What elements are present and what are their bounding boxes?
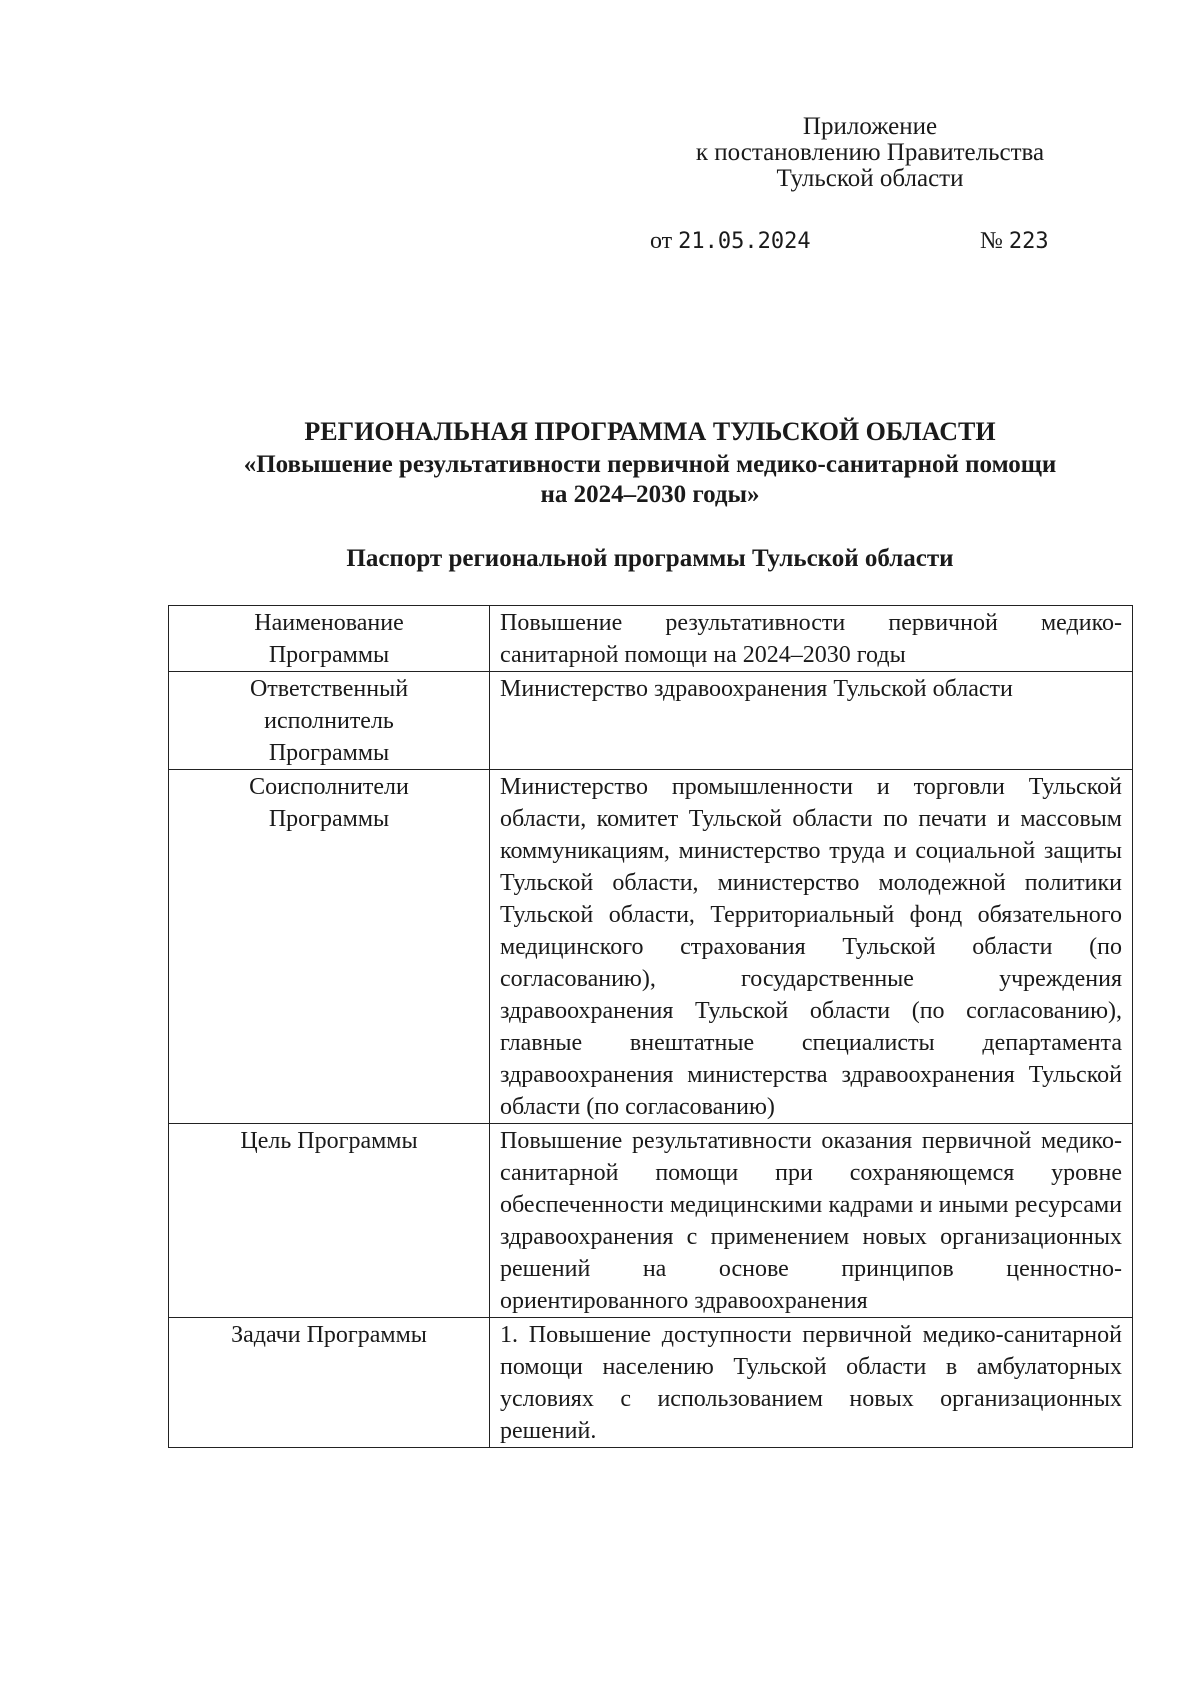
row-value: 1. Повышение доступности первичной медико-санитарной помощи населению Тульской области в амбулаторных условиях с использованием новых организационных решений. (490, 1318, 1133, 1448)
title-line-1: РЕГИОНАЛЬНАЯ ПРОГРАММА ТУЛЬСКОЙ ОБЛАСТИ (304, 417, 996, 446)
row-value: Министерство здравоохранения Тульской области (490, 672, 1133, 770)
date-prefix: от (650, 228, 673, 254)
annex-line-3: Тульской области (776, 165, 964, 192)
row-label: Наименование Программы (169, 606, 490, 672)
number-value: 223 (1008, 229, 1049, 254)
row-value: Повышение результативности первичной медико-санитарной помощи на 2024–2030 годы (490, 606, 1133, 672)
table-row (169, 606, 1133, 672)
row-label: Задачи Программы (169, 1318, 490, 1448)
table-row (169, 770, 1133, 1124)
row-label: Цель Программы (169, 1124, 490, 1318)
table-row (169, 1318, 1133, 1448)
row-value: Повышение результативности оказания первичной медико-санитарной помощи при сохраняющемся уровне обеспеченности медицинскими кадрами и иными ресурсами здравоохранения с применением новых организационных решений на основе принципов ценностно-ориентированного здравоохранения (490, 1124, 1133, 1318)
annex-line-2: к постановлению Правительства (695, 139, 1045, 166)
registration-date (650, 228, 811, 255)
date-value: 21.05.2024 (678, 229, 811, 254)
title-line-3: на 2024–2030 годы» (540, 481, 760, 508)
row-label: Ответственный исполнитель Программы (169, 672, 490, 770)
annex-block (660, 114, 1080, 192)
registration-number (980, 228, 1049, 255)
table-row (169, 1124, 1133, 1318)
row-label: Соисполнители Программы (169, 770, 490, 1124)
title-line-2: «Повышение результативности первичной медико-санитарной помощи (243, 451, 1057, 478)
number-prefix: № (980, 228, 1003, 254)
passport-table (168, 605, 1133, 1448)
annex-line-1: Приложение (802, 113, 938, 140)
table-row (169, 672, 1133, 770)
document-title (130, 417, 1170, 510)
row-value: Министерство промышленности и торговли Тульской области, комитет Тульской области по печати и массовым коммуникациям, министерство труда и социальной защиты Тульской области, министерство молодежной политики Тульской области, Территориальный фонд обязательного медицинского страхования Тульской области (по согласованию), государственные учреждения здравоохранения Тульской области (по согласованию), главные внештатные специалисты департамента здравоохранения министерства здравоохранения Тульской области (по согласованию) (490, 770, 1133, 1124)
passport-heading: Паспорт региональной программы Тульской области (346, 545, 954, 572)
